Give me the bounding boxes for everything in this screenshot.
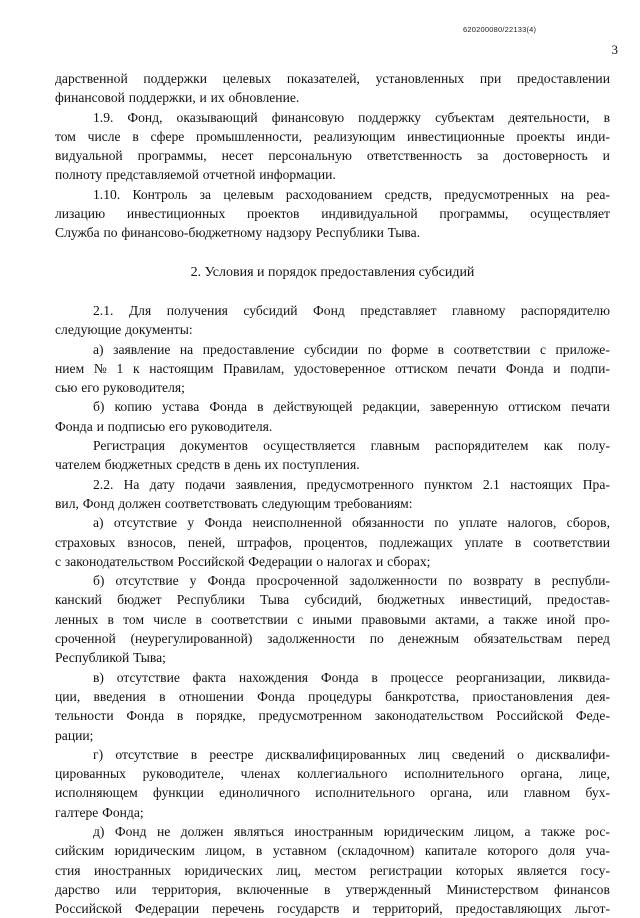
paragraph [55, 475, 610, 514]
text-line: Служба по финансово-бюджетному надзору Республики Тыва. [55, 225, 421, 241]
text-line: а) отсутствие у Фонда неисполненной обязанности по уплате налогов, сборов, [93, 515, 610, 531]
document-body [55, 69, 610, 918]
page-number: 3 [611, 42, 618, 57]
text-line: д) Фонд не должен являться иностранным юридическим лицом, а также рос- [93, 823, 610, 839]
paragraph [55, 397, 610, 436]
document-id: 620200080/22133(4) [463, 25, 537, 34]
text-line: б) копию устава Фонда в действующей редакции, заверенную оттиском печати [93, 399, 610, 415]
paragraph [55, 340, 610, 398]
text-line: нием № 1 к настоящим Правилам, удостоверенное оттиском печати Фонда и подпи- [55, 360, 610, 376]
text-line: сроченной (неурегулированной) задолженности по денежным обязательствам перед [55, 631, 610, 647]
text-line: 2.1. Для получения субсидий Фонд представляет главному распорядителю [93, 302, 610, 318]
paragraph [55, 822, 610, 918]
text-line: дарственной поддержки целевых показателей, установленных при предоставлении [55, 71, 610, 86]
text-line: том числе в сфере промышленности, реализующим инвестиционные проекты инди- [55, 128, 610, 144]
text-line: а) заявление на предоставление субсидии по форме в соответствии с приложе- [93, 341, 610, 357]
text-line: сийским юридическим лицом, в уставном (складочном) капитале которого доля уча- [55, 843, 610, 859]
text-line: ции, введения в отношении Фонда процедуры банкротства, приостановления дея- [55, 688, 610, 704]
paragraph [55, 69, 610, 108]
text-line: рации; [55, 727, 94, 743]
text-line: сью его руководителя; [55, 380, 185, 396]
text-line: Регистрация документов осуществляется главным распорядителем как полу- [93, 438, 610, 454]
text-line: стия иностранных юридических лиц, местом регистрации которых является госу- [55, 862, 610, 878]
text-line: в) отсутствие факта нахождения Фонда в процессе реорганизации, ликвида- [93, 669, 610, 685]
text-line: Российской Федерации перечень государств и территорий, предоставляющих льгот- [55, 901, 610, 917]
text-line: дарство или территория, включенные в утвержденный Министерством финансов [55, 881, 610, 897]
text-line: Республикой Тыва; [55, 650, 166, 666]
text-line: финансовой поддержки, и их обновление. [55, 90, 300, 106]
text-line: чателем бюджетных средств в день их поступления. [55, 457, 360, 473]
text-line: тельности Фонда в порядке, предусмотренном законодательством Российской Феде- [55, 708, 610, 724]
text-line: страховых взносов, пеней, штрафов, процентов, подлежащих уплате в соответствии [55, 534, 610, 550]
text-line: лизацию инвестиционных проектов индивидуальной программы, осуществляет [55, 206, 610, 222]
section-heading: 2. Условия и порядок предоставления субсидий [190, 264, 475, 280]
text-line: видуальной программы, несет персональную ответственность за достоверность и [55, 148, 610, 164]
text-line: вил, Фонд должен соответствовать следующим требованиям: [55, 495, 413, 511]
text-line: 2.2. На дату подачи заявления, предусмотренного пунктом 2.1 настоящих Пра- [93, 476, 610, 492]
paragraph [55, 745, 610, 822]
paragraph [55, 513, 610, 571]
text-line: ленных в том числе в соответствии с иными правовыми актами, а также иной про- [55, 611, 610, 627]
paragraph [55, 571, 610, 667]
text-line: г) отсутствие в реестре дисквалифицированных лиц сведений о дисквалифи- [93, 746, 610, 762]
paragraph [55, 108, 610, 185]
text-line: следующие документы: [55, 322, 193, 338]
text-line: с законодательством Российской Федерации о налогах и сборах; [55, 553, 431, 569]
text-line: 1.9. Фонд, оказывающий финансовую поддержку субъектам деятельности, в [93, 109, 610, 125]
paragraph [55, 301, 610, 340]
paragraph [55, 185, 610, 243]
text-line: галтере Фонда; [55, 804, 144, 820]
text-line: цированных руководителе, членах коллегиального исполнительного органа, лице, [55, 766, 610, 782]
text-line: полноту представляемой отчетной информации. [55, 167, 336, 183]
text-line: канский бюджет Республики Тыва субсидий, бюджетных инвестиций, предостав- [55, 592, 610, 608]
text-line: 1.10. Контроль за целевым расходованием средств, предусмотренных на реа- [93, 186, 610, 202]
text-line: б) отсутствие у Фонда просроченной задолженности по возврату в республи- [93, 573, 610, 589]
text-line: Фонда и подписью его руководителя. [55, 418, 273, 434]
paragraph [55, 436, 610, 475]
paragraph [55, 668, 610, 745]
text-line: исполняющем функции единоличного исполнительного органа, или главном бух- [55, 785, 610, 801]
